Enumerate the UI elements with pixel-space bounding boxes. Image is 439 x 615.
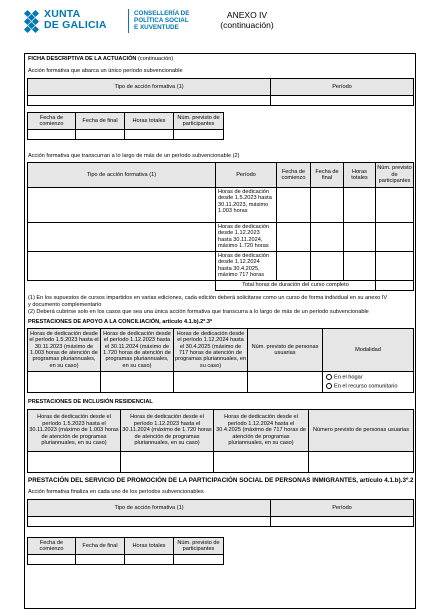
radio-comunitario-icon[interactable] bbox=[326, 383, 332, 389]
sec3-input-2[interactable] bbox=[100, 371, 174, 393]
sec1-input-final[interactable] bbox=[75, 129, 125, 140]
sec5-col-final: Fecha de final bbox=[75, 537, 125, 555]
sec3-modalidad-options bbox=[322, 371, 414, 393]
sec5-input-periodo[interactable] bbox=[270, 516, 414, 527]
brand-line-1: XUNTA bbox=[44, 8, 81, 20]
sec4-col-3: Horas de dedicación desde el período 1.12.2024 hasta el 30.4.2025 (máximo de 717 horas de atención de programas pluriannuales, en su caso) bbox=[213, 409, 309, 452]
sec3-label: PRESTACIONES DE APOYO A LA CONCILIACIÓN, artículo 4.1.b).2º.3º bbox=[28, 319, 213, 325]
sec4-input-3[interactable] bbox=[213, 451, 309, 473]
sec3-input-usuarias[interactable] bbox=[247, 371, 323, 393]
radio-hogar-icon[interactable] bbox=[326, 374, 332, 380]
sheet-title bbox=[28, 56, 173, 62]
sec2-input-comienzo-3[interactable] bbox=[276, 251, 311, 281]
sec2-period-1: Horas de dedicación desde 1.5.2023 hasta 30.11.2023, máximo 1.003 horas bbox=[215, 187, 277, 223]
xunta-logo-icon bbox=[24, 10, 40, 34]
sec3-col-modalidad: Modalidad bbox=[322, 328, 414, 372]
conselleria-line-2: POLÍTICA SOCIAL bbox=[134, 17, 189, 24]
sec1-label: Acción formativa que abarca un único período subvencionable bbox=[28, 68, 183, 74]
sec3-option-comunitario[interactable] bbox=[326, 383, 410, 390]
sec3-input-3[interactable] bbox=[173, 371, 248, 393]
note-2: (2) Deberá cubrirse solo en los casos que sea una única acción formativa que transcurra a lo largo de más de un período subvencionable bbox=[28, 309, 369, 315]
sec3-col-usuarias: Núm. previsto de personas usuarias bbox=[247, 328, 323, 372]
sec2-input-part-3[interactable] bbox=[375, 251, 414, 281]
sec4-col-usuarias: Número previsto de personas usuarias bbox=[308, 409, 414, 452]
sec2-col-final: Fecha de final bbox=[310, 162, 344, 188]
sec2-period-3: Horas de dedicación desde 1.12.2024 hasta 30.4.2025, máximo 717 horas bbox=[215, 251, 277, 281]
sec2-input-horas-1[interactable] bbox=[343, 187, 376, 223]
sec5-input-participantes[interactable] bbox=[173, 554, 224, 565]
sec5-title: PRESTACIÓN DEL SERVICIO DE PROMOCIÓN DE LA PARTICIPACIÓN SOCIAL DE PERSONAS INMIGRANTES, artículo 4.1.b).3º.2 bbox=[28, 477, 414, 484]
sec5-input-tipo[interactable] bbox=[27, 516, 271, 527]
sec4-label: PRESTACIONES DE INCLUSIÓN RESIDENCIAL bbox=[28, 399, 153, 405]
sec1-col-tipo: Tipo de acción formativa (1) bbox=[27, 78, 271, 96]
sec1-input-tipo[interactable] bbox=[27, 95, 271, 106]
sec5-col-comienzo: Fecha de comienzo bbox=[27, 537, 76, 555]
sec2-input-tipo-1[interactable] bbox=[27, 187, 216, 223]
brand-name bbox=[44, 9, 107, 31]
sec1-input-periodo[interactable] bbox=[270, 95, 414, 106]
sheet-title-suffix: (continuación) bbox=[138, 56, 174, 62]
form-frame bbox=[24, 53, 416, 609]
sec1-input-participantes[interactable] bbox=[173, 129, 224, 140]
sec3-option-hogar[interactable] bbox=[326, 374, 410, 381]
sec3-col-1: Horas de dedicación desde el período 1.5.2023 hasta el 30.11.2023 (máximo de 1.003 horas de atención de programas pluriannuales, en su caso) bbox=[27, 328, 101, 372]
sec2-input-final-1[interactable] bbox=[310, 187, 344, 223]
sec2-total-label: Total horas de duración del curso completo bbox=[215, 280, 376, 291]
sec2-col-comienzo: Fecha de comienzo bbox=[276, 162, 311, 188]
sec2-col-participantes: Núm. previsto de participantes bbox=[375, 162, 414, 188]
brand-line-2: DE GALICIA bbox=[44, 19, 107, 31]
sec4-col-2: Horas de dedicación desde el período 1.12.2023 hasta el 30.11.2024 (máximo de 1.720 horas de atención de programas pluriannuales, en su caso) bbox=[120, 409, 214, 452]
sec5-label: Acción formativa finaliza en cada uno de los períodos subvencionables bbox=[28, 489, 204, 495]
page-header bbox=[24, 7, 424, 45]
annex-subtitle: (continuación) bbox=[220, 20, 274, 30]
sec5-input-final[interactable] bbox=[75, 554, 125, 565]
sec5-col-participantes: Núm. previsto de participantes bbox=[173, 537, 224, 555]
sec1-input-horas[interactable] bbox=[124, 129, 174, 140]
conselleria-line-1: CONSELLERÍA DE bbox=[134, 10, 190, 17]
sec4-input-1[interactable] bbox=[27, 451, 121, 473]
sec2-input-final-2[interactable] bbox=[310, 222, 344, 252]
header-divider bbox=[128, 9, 129, 33]
sec2-col-horas: Horas totales bbox=[343, 162, 376, 188]
sec2-col-periodo: Período bbox=[215, 162, 277, 188]
sec5-col-tipo: Tipo de acción formativa (1) bbox=[27, 499, 271, 517]
sec2-input-tipo-2[interactable] bbox=[27, 222, 216, 252]
sec3-option-hogar-label: En el hogar bbox=[334, 374, 363, 381]
sec2-input-comienzo-1[interactable] bbox=[276, 187, 311, 223]
sec4-input-usuarias[interactable] bbox=[308, 451, 414, 473]
sec2-input-horas-2[interactable] bbox=[343, 222, 376, 252]
sec2-input-total[interactable] bbox=[375, 280, 414, 291]
sec4-col-1: Horas de dedicación desde el período 1.5.2023 hasta el 30.11.2023 (máximo de 1.003 horas de atención de programas pluriannuales, en su caso) bbox=[27, 409, 121, 452]
sec1-col-final: Fecha de final bbox=[75, 112, 125, 130]
sec1-col-horas: Horas totales bbox=[124, 112, 174, 130]
sec2-input-part-1[interactable] bbox=[375, 187, 414, 223]
conselleria-name bbox=[134, 10, 189, 31]
sec2-input-part-2[interactable] bbox=[375, 222, 414, 252]
sec2-col-tipo: Tipo de acción formativa (1) bbox=[27, 162, 216, 188]
sec5-col-periodo: Período bbox=[270, 499, 414, 517]
sec1-input-comienzo[interactable] bbox=[27, 129, 76, 140]
sec3-option-comunitario-label: En el recurso comunitario bbox=[334, 383, 398, 390]
sec3-input-1[interactable] bbox=[27, 371, 101, 393]
sec2-input-comienzo-2[interactable] bbox=[276, 222, 311, 252]
sec2-input-tipo-3[interactable] bbox=[27, 251, 216, 281]
sec4-input-2[interactable] bbox=[120, 451, 214, 473]
sec2-input-horas-3[interactable] bbox=[343, 251, 376, 281]
note-1-line-a: (1) En los supuestos de cursos impartidos en varias ediciones, cada edición deberá solicitarse como un curso de forma individual en su anexo IV bbox=[28, 295, 388, 301]
sheet-title-text: FICHA DESCRIPTIVA DE LA ACTUACIÓN bbox=[28, 56, 137, 62]
sec1-col-participantes: Núm. previsto de participantes bbox=[173, 112, 224, 130]
sec1-col-periodo: Período bbox=[270, 78, 414, 96]
sec5-col-horas: Horas totales bbox=[124, 537, 174, 555]
sec2-input-final-3[interactable] bbox=[310, 251, 344, 281]
conselleria-line-3: E XUVENTUDE bbox=[134, 24, 179, 31]
annex-heading bbox=[202, 10, 292, 30]
sec1-col-comienzo: Fecha de comienzo bbox=[27, 112, 76, 130]
sec5-input-horas[interactable] bbox=[124, 554, 174, 565]
annex-title: ANEXO IV bbox=[226, 10, 268, 20]
sec5-input-comienzo[interactable] bbox=[27, 554, 76, 565]
note-1-line-b: y documento complementario bbox=[28, 302, 102, 308]
sec2-period-2: Horas de dedicación desde 1.12.2023 hasta 30.11.2024, máximo 1.720 horas bbox=[215, 222, 277, 252]
sec2-label: Acción formativa que transcurran a lo largo de más de un período subvencionable (2) bbox=[28, 153, 240, 159]
sec3-col-2: Horas de dedicación desde el período 1.12.2023 hasta el 30.11.2024 (máximo de 1.720 horas de atención de programas pluriannuales, en su caso) bbox=[100, 328, 174, 372]
sec3-col-3: Horas de dedicación desde el período 1.12.2024 hasta el 30.4.2025 (máximo de 717 horas de atención de programas pluriannuales, en su caso) bbox=[173, 328, 248, 372]
